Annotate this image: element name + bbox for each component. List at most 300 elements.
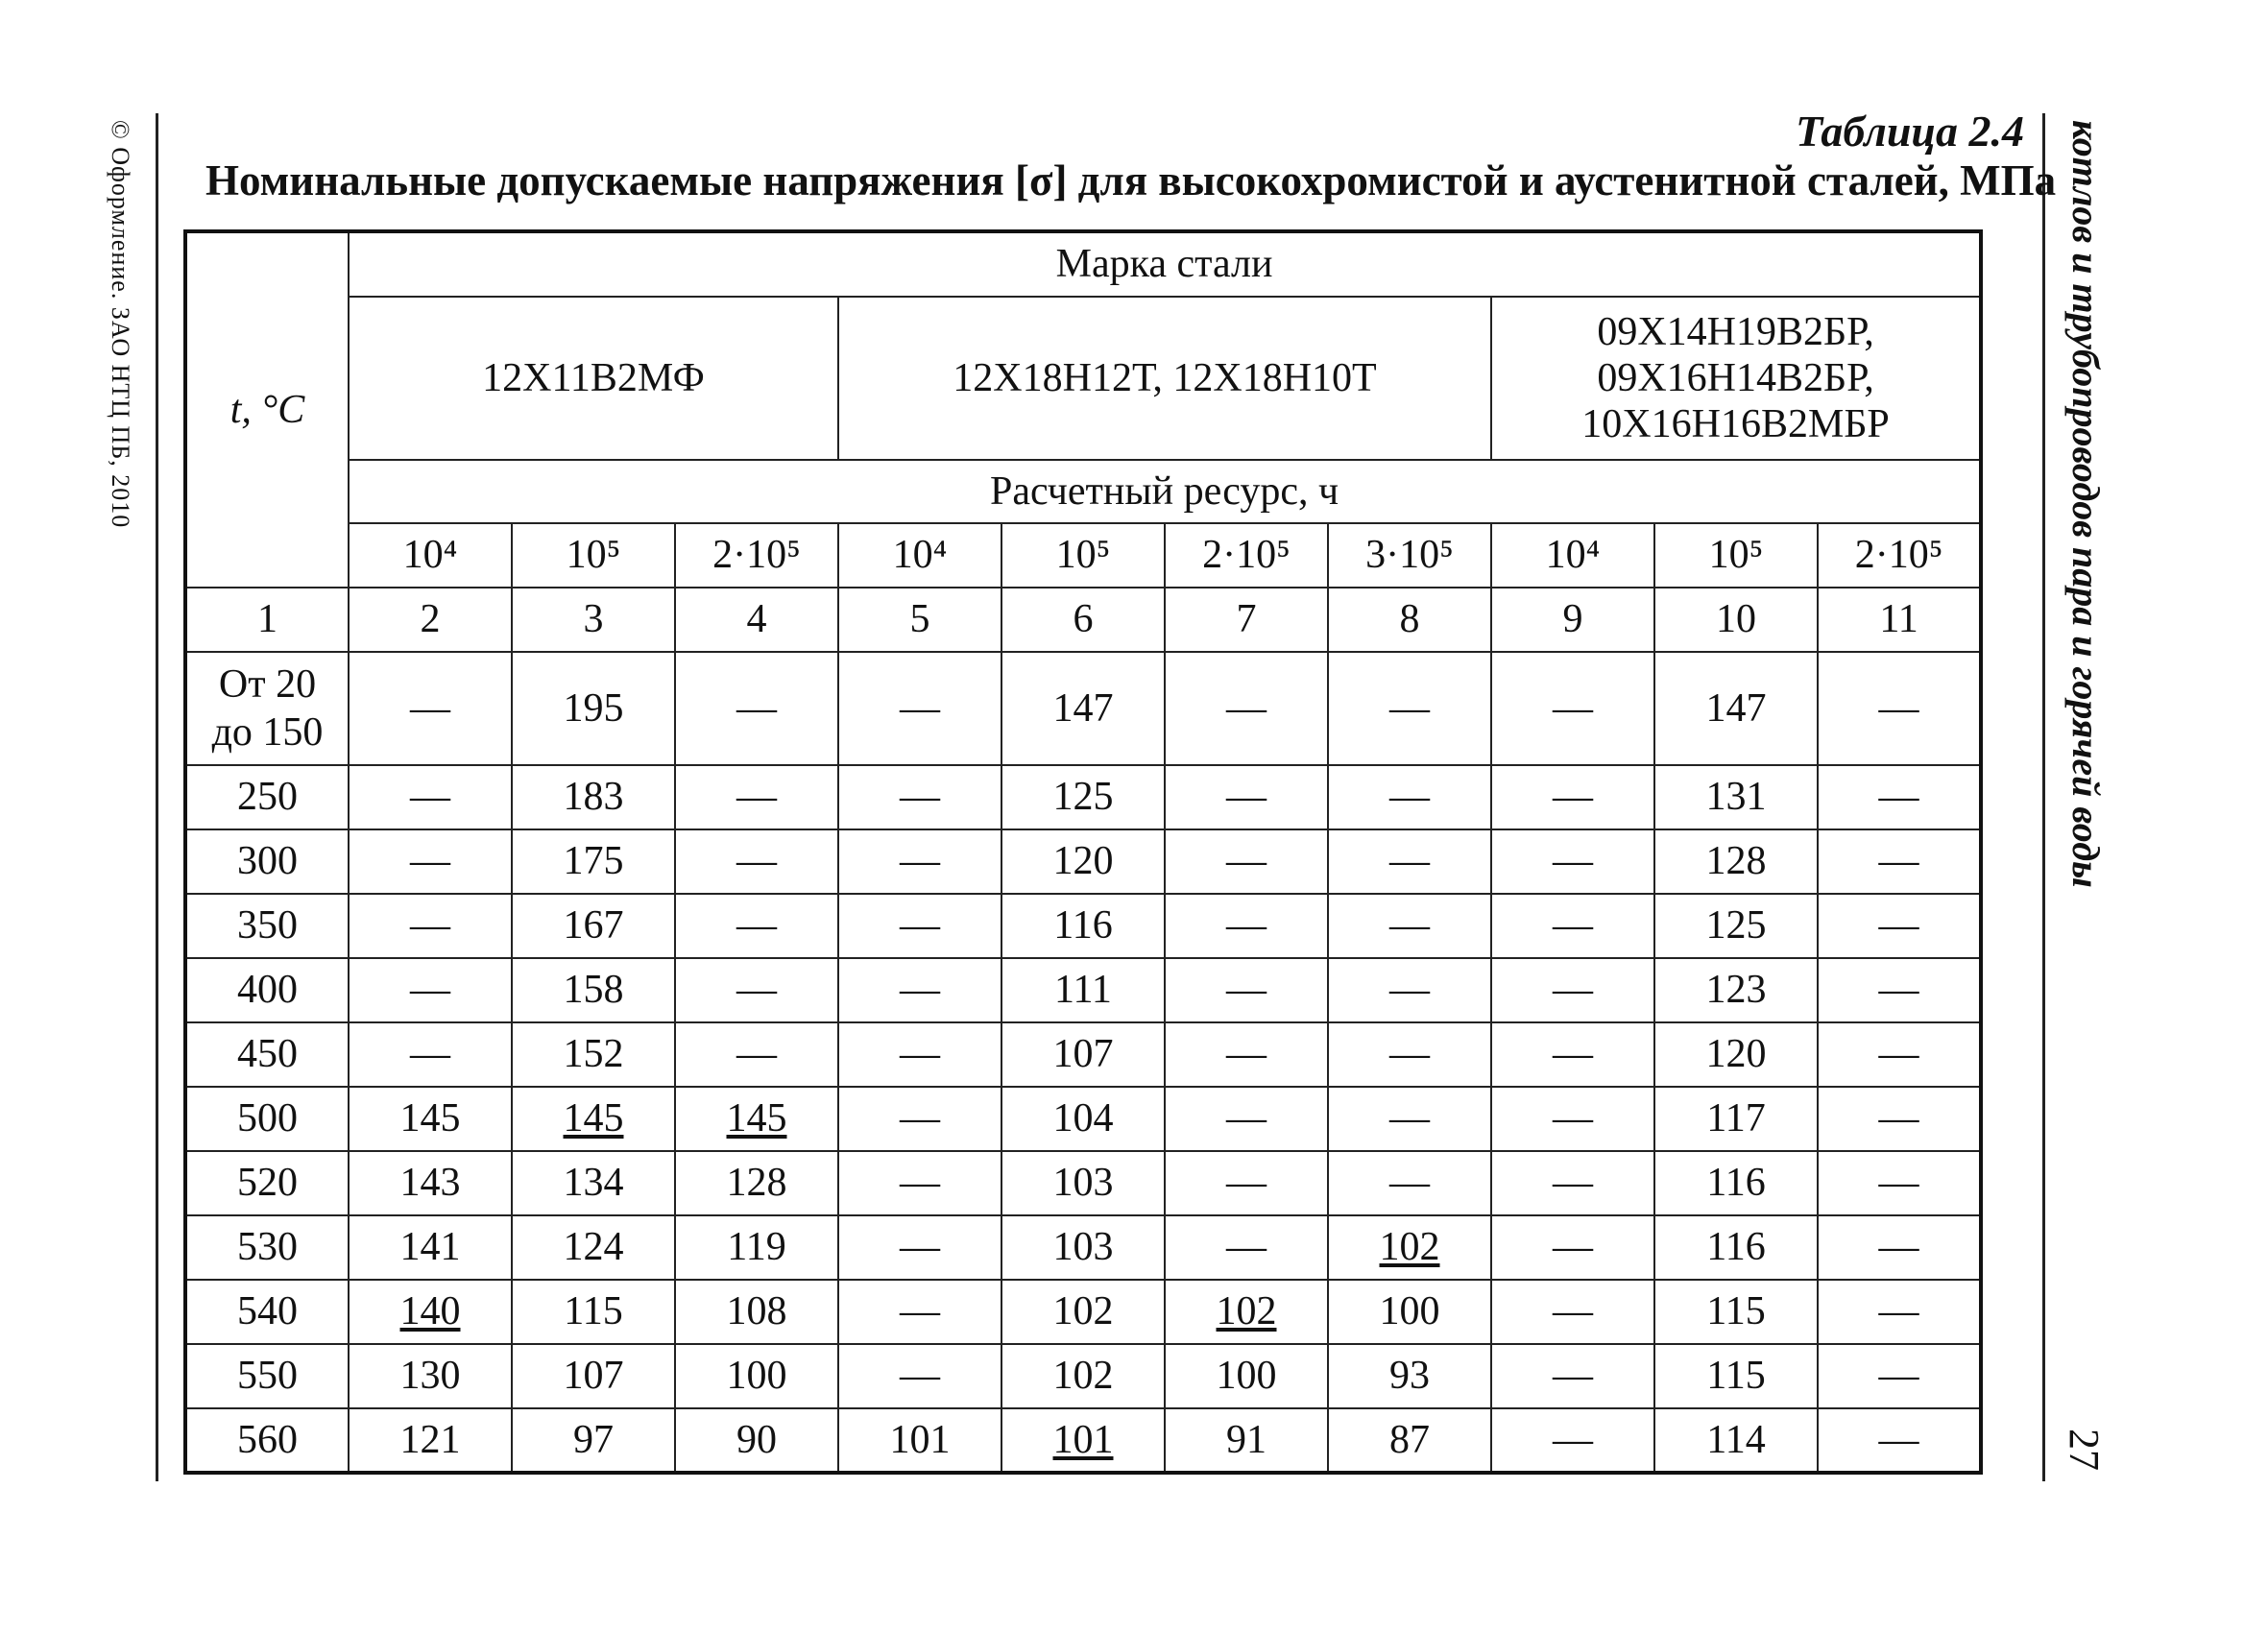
stress-value: 147 — [1052, 685, 1114, 731]
stress-value-cell — [1491, 1408, 1654, 1473]
table-row — [185, 1151, 1981, 1215]
stress-value-cell — [1654, 829, 1818, 894]
temperature-cell: 520 — [185, 1151, 349, 1215]
stress-value: 93 — [1389, 1354, 1430, 1399]
resource-hours-cell: 10⁵ — [512, 523, 675, 588]
stress-value-cell — [1328, 1280, 1491, 1344]
stress-value-cell — [1165, 958, 1328, 1022]
stress-value-cell — [1491, 1151, 1654, 1215]
resource-header: Расчетный ресурс, ч — [349, 460, 1981, 523]
stress-value: — — [900, 1289, 940, 1334]
stress-value: — — [1226, 968, 1267, 1013]
stress-value: — — [1553, 1032, 1593, 1077]
column-number-cell: 4 — [675, 588, 838, 652]
stress-value: — — [410, 839, 450, 884]
stress-value-cell — [349, 1408, 512, 1473]
stress-value-cell — [1328, 765, 1491, 829]
column-number-cell: 8 — [1328, 588, 1491, 652]
stress-value: — — [1389, 1161, 1430, 1206]
temperature-cell: 540 — [185, 1280, 349, 1344]
stress-value-cell — [512, 652, 675, 765]
stress-value-cell — [349, 1151, 512, 1215]
temperature-cell: 400 — [185, 958, 349, 1022]
stress-value: 111 — [1054, 968, 1112, 1013]
stress-value-cell — [675, 1151, 838, 1215]
stress-value: — — [1389, 685, 1430, 731]
steel-group-3-line: 09Х14Н19В2БР, — [1597, 309, 1874, 354]
stress-value: — — [900, 1225, 940, 1270]
stress-value-cell — [1328, 1215, 1491, 1280]
table-row — [185, 1280, 1981, 1344]
stress-value: — — [1553, 1096, 1593, 1141]
stress-value: — — [1553, 903, 1593, 949]
stress-value: 147 — [1705, 685, 1767, 731]
stress-value-cell — [1818, 958, 1981, 1022]
stress-value: — — [900, 1354, 940, 1399]
stress-value-cell — [675, 1087, 838, 1151]
stress-value-cell — [512, 1087, 675, 1151]
stress-value: 100 — [1379, 1289, 1440, 1334]
stress-value: — — [1553, 1225, 1593, 1270]
stress-value-cell — [349, 829, 512, 894]
stress-value-cell — [1491, 765, 1654, 829]
column-number-cell: 3 — [512, 588, 675, 652]
stress-value: 101 — [1052, 1417, 1114, 1462]
stress-value-cell — [1491, 958, 1654, 1022]
stress-value: — — [1389, 1032, 1430, 1077]
stress-value-cell — [838, 1022, 1001, 1087]
stress-value: 143 — [399, 1161, 461, 1206]
stress-value: — — [1226, 1096, 1267, 1141]
stress-value-cell — [512, 1151, 675, 1215]
stress-value: — — [1553, 1289, 1593, 1334]
stress-value-cell — [1165, 894, 1328, 958]
table-title: Номинальные допускаемые напряжения [σ] для высокохромистой и аустенитной сталей, МПа — [205, 156, 2057, 204]
column-number-cell: 5 — [838, 588, 1001, 652]
table-row — [185, 958, 1981, 1022]
temperature-cell: 300 — [185, 829, 349, 894]
stress-value: — — [1553, 968, 1593, 1013]
resource-hours-cell: 2·10⁵ — [1165, 523, 1328, 588]
stress-value-cell — [675, 1408, 838, 1473]
stress-value-cell — [1818, 1408, 1981, 1473]
stress-value: — — [1226, 775, 1267, 820]
stress-value: 91 — [1226, 1417, 1267, 1462]
stress-value-cell — [675, 1022, 838, 1087]
resource-hours-cell: 10⁴ — [1491, 523, 1654, 588]
stress-value-cell — [349, 1280, 512, 1344]
stress-value: 104 — [1052, 1096, 1114, 1141]
column-number-cell: 10 — [1654, 588, 1818, 652]
resource-hours-cell: 10⁵ — [1654, 523, 1818, 588]
stress-value: 145 — [726, 1096, 787, 1141]
stress-value: — — [1878, 1289, 1919, 1334]
stress-value-cell — [838, 894, 1001, 958]
stress-value: — — [1226, 839, 1267, 884]
temperature-cell: 450 — [185, 1022, 349, 1087]
stress-value: — — [1389, 839, 1430, 884]
stress-value-cell — [1001, 1151, 1165, 1215]
resource-hours-cell: 3·10⁵ — [1328, 523, 1491, 588]
stress-value-cell — [1165, 1151, 1328, 1215]
stress-value-cell — [1165, 1280, 1328, 1344]
stress-value-cell — [1818, 1215, 1981, 1280]
stress-value: — — [736, 1032, 777, 1077]
stress-value-cell — [1165, 1087, 1328, 1151]
stress-value: — — [736, 839, 777, 884]
stress-value-cell — [1328, 1087, 1491, 1151]
stress-value-cell — [512, 1022, 675, 1087]
stress-value-cell — [1165, 829, 1328, 894]
stress-value: — — [1878, 1161, 1919, 1206]
stress-value-cell — [1491, 1022, 1654, 1087]
stress-value: — — [1878, 1354, 1919, 1399]
running-header: котлов и трубопроводов пара и горячей воды — [2064, 120, 2108, 888]
stress-value-cell — [1818, 765, 1981, 829]
stress-value: 97 — [573, 1417, 614, 1462]
stress-value: — — [1878, 1032, 1919, 1077]
stress-value-cell — [1818, 1344, 1981, 1408]
stress-value: — — [1878, 775, 1919, 820]
stress-value: — — [410, 1032, 450, 1077]
stress-value: 103 — [1052, 1161, 1114, 1206]
steel-grade-header: Марка стали — [349, 231, 1981, 297]
stress-value-cell — [838, 765, 1001, 829]
stress-value: 100 — [726, 1354, 787, 1399]
stress-value-cell — [1328, 958, 1491, 1022]
stress-value-cell — [838, 958, 1001, 1022]
stress-value-cell — [838, 1408, 1001, 1473]
stress-value-cell — [349, 765, 512, 829]
stress-value: — — [900, 968, 940, 1013]
stress-value: — — [1553, 839, 1593, 884]
stress-value: — — [1226, 903, 1267, 949]
stress-value: 175 — [563, 839, 624, 884]
stress-value-cell — [349, 652, 512, 765]
stress-value-cell — [838, 652, 1001, 765]
stress-value-cell — [1001, 1344, 1165, 1408]
resource-hours-cell: 10⁴ — [349, 523, 512, 588]
stress-value-cell — [512, 765, 675, 829]
stress-value-cell — [1001, 1022, 1165, 1087]
stress-value: 116 — [1706, 1161, 1766, 1206]
stress-value-cell — [838, 1151, 1001, 1215]
stress-value-cell — [1491, 1280, 1654, 1344]
stress-value-cell — [1165, 1022, 1328, 1087]
stress-value-cell — [838, 1344, 1001, 1408]
column-number-cell: 7 — [1165, 588, 1328, 652]
stress-value-cell — [1001, 894, 1165, 958]
stress-value-cell — [1818, 1280, 1981, 1344]
stress-value-cell — [1001, 1087, 1165, 1151]
stress-value: 120 — [1052, 839, 1114, 884]
stress-value-cell — [838, 1280, 1001, 1344]
stress-value-cell — [675, 652, 838, 765]
stress-value: 128 — [1705, 839, 1767, 884]
stress-value: — — [900, 775, 940, 820]
stress-value-cell — [1654, 1087, 1818, 1151]
stress-value: — — [1389, 903, 1430, 949]
stress-value-cell — [1165, 765, 1328, 829]
table-row — [185, 1087, 1981, 1151]
stress-value: 158 — [563, 968, 624, 1013]
stress-value-cell — [675, 765, 838, 829]
stress-value: 100 — [1216, 1354, 1277, 1399]
stress-value: 102 — [1379, 1225, 1440, 1270]
table-row — [185, 1344, 1981, 1408]
stress-value-cell — [1328, 652, 1491, 765]
stress-value-cell — [675, 829, 838, 894]
stress-table — [183, 229, 1983, 1475]
stress-value: — — [900, 1096, 940, 1141]
stress-value: 131 — [1705, 775, 1767, 820]
stress-value-cell — [1818, 1151, 1981, 1215]
stress-value: — — [1226, 1225, 1267, 1270]
steel-group-2: 12Х18Н12Т, 12Х18Н10Т — [838, 297, 1491, 460]
stress-value: — — [1553, 1161, 1593, 1206]
stress-value-cell — [1654, 1215, 1818, 1280]
stress-value: 114 — [1706, 1417, 1766, 1462]
stress-value-cell — [1654, 765, 1818, 829]
stress-value-cell — [1001, 652, 1165, 765]
stress-value-cell — [1001, 829, 1165, 894]
stress-value-cell — [1165, 1215, 1328, 1280]
column-number-cell: 11 — [1818, 588, 1981, 652]
stress-value: 145 — [563, 1096, 624, 1141]
stress-value-cell — [512, 1280, 675, 1344]
stress-value: 140 — [399, 1289, 461, 1334]
stress-value: 119 — [727, 1225, 786, 1270]
stress-value: 87 — [1389, 1417, 1430, 1462]
temperature-cell: 560 — [185, 1408, 349, 1473]
stress-value: — — [900, 1032, 940, 1077]
stress-value: 145 — [399, 1096, 461, 1141]
right-margin-rule — [2042, 113, 2045, 1481]
table-row — [185, 1408, 1981, 1473]
stress-value: — — [1389, 775, 1430, 820]
stress-value-cell — [1491, 1344, 1654, 1408]
stress-value-cell — [675, 958, 838, 1022]
stress-value-cell — [1491, 1215, 1654, 1280]
stress-value: — — [1553, 775, 1593, 820]
stress-value: 141 — [399, 1225, 461, 1270]
stress-value-cell — [1328, 1344, 1491, 1408]
temperature-cell: От 20 до 150 — [185, 652, 349, 765]
stress-value: — — [1878, 1225, 1919, 1270]
stress-value-cell — [675, 1280, 838, 1344]
stress-value: — — [410, 968, 450, 1013]
stress-value-cell — [1654, 1151, 1818, 1215]
stress-value: 115 — [564, 1289, 623, 1334]
stress-value-cell — [838, 829, 1001, 894]
stress-value-cell — [1165, 652, 1328, 765]
stress-value: — — [1878, 839, 1919, 884]
stress-value: 124 — [563, 1225, 624, 1270]
steel-group-3-line: 10Х16Н16В2МБР — [1581, 402, 1890, 447]
stress-value: — — [1878, 903, 1919, 949]
temperature-cell: 350 — [185, 894, 349, 958]
column-number-cell: 2 — [349, 588, 512, 652]
stress-value: 103 — [1052, 1225, 1114, 1270]
stress-value-cell — [512, 894, 675, 958]
stress-value: — — [1878, 1096, 1919, 1141]
stress-value: — — [736, 968, 777, 1013]
table-row — [185, 829, 1981, 894]
stress-value-cell — [512, 1344, 675, 1408]
stress-value: — — [410, 775, 450, 820]
stress-value: — — [1389, 1096, 1430, 1141]
stress-value-cell — [1491, 1087, 1654, 1151]
table-number: Таблица 2.4 — [1795, 107, 2024, 156]
stress-value-cell — [1818, 894, 1981, 958]
stress-value-cell — [512, 829, 675, 894]
stress-value: — — [1389, 968, 1430, 1013]
stress-value-cell — [1654, 1022, 1818, 1087]
stress-value: 108 — [726, 1289, 787, 1334]
stress-value-cell — [512, 1215, 675, 1280]
table-row — [185, 1022, 1981, 1087]
temperature-cell: 550 — [185, 1344, 349, 1408]
stress-value-cell — [349, 1087, 512, 1151]
stress-value-cell — [349, 1215, 512, 1280]
stress-value-cell — [1491, 652, 1654, 765]
stress-value: 130 — [399, 1354, 461, 1399]
stress-value: 183 — [563, 775, 624, 820]
stress-value: 120 — [1705, 1032, 1767, 1077]
stress-value: 128 — [726, 1161, 787, 1206]
stress-value-cell — [1654, 1280, 1818, 1344]
stress-value: — — [736, 775, 777, 820]
stress-value-cell — [349, 1344, 512, 1408]
stress-value: 195 — [563, 685, 624, 731]
stress-value: — — [900, 1161, 940, 1206]
stress-value-cell — [1001, 1408, 1165, 1473]
stress-value-cell — [1818, 1087, 1981, 1151]
stress-value: 90 — [736, 1417, 777, 1462]
stress-value: 123 — [1705, 968, 1767, 1013]
stress-value: 167 — [563, 903, 624, 949]
column-number-cell: 1 — [185, 588, 349, 652]
stress-value-cell — [1001, 765, 1165, 829]
stress-value-cell — [1165, 1408, 1328, 1473]
resource-hours-cell: 10⁴ — [838, 523, 1001, 588]
column-number-cell: 6 — [1001, 588, 1165, 652]
stress-value-cell — [512, 1408, 675, 1473]
stress-value: — — [1878, 1417, 1919, 1462]
stress-value: — — [1553, 1417, 1593, 1462]
stress-value: — — [1553, 685, 1593, 731]
stress-value: 115 — [1706, 1354, 1766, 1399]
left-margin-rule — [156, 113, 158, 1481]
stress-value-cell — [1491, 894, 1654, 958]
stress-value-cell — [349, 958, 512, 1022]
stress-value: 134 — [563, 1161, 624, 1206]
stress-value: 116 — [1706, 1225, 1766, 1270]
resource-hours-cell: 2·10⁵ — [675, 523, 838, 588]
stress-value: 102 — [1052, 1289, 1114, 1334]
stress-value: 101 — [889, 1417, 951, 1462]
stress-value-cell — [1818, 829, 1981, 894]
steel-group-3 — [1491, 297, 1981, 460]
stress-value-cell — [1818, 652, 1981, 765]
stress-value: — — [1226, 1161, 1267, 1206]
stress-value-cell — [838, 1215, 1001, 1280]
stress-value-cell — [675, 1215, 838, 1280]
stress-value: 125 — [1705, 903, 1767, 949]
stress-value-cell — [1818, 1022, 1981, 1087]
stress-value: 152 — [563, 1032, 624, 1077]
stress-value-cell — [838, 1087, 1001, 1151]
stress-value: — — [410, 685, 450, 731]
stress-value-cell — [1491, 829, 1654, 894]
steel-group-3-line: 09Х16Н14В2БР, — [1597, 355, 1874, 400]
stress-value: — — [1226, 685, 1267, 731]
column-number-cell: 9 — [1491, 588, 1654, 652]
stress-value-cell — [1328, 1022, 1491, 1087]
steel-group-1: 12Х11В2МФ — [349, 297, 838, 460]
stress-value: — — [1878, 968, 1919, 1013]
stress-value-cell — [349, 1022, 512, 1087]
stress-value-cell — [675, 1344, 838, 1408]
stress-value-cell — [512, 958, 675, 1022]
copyright-note: © Оформление. ЗАО НТЦ ПБ, 2010 — [107, 120, 134, 529]
stress-value: 121 — [399, 1417, 461, 1462]
table-row — [185, 1215, 1981, 1280]
stress-value: — — [900, 685, 940, 731]
stress-value: — — [1226, 1032, 1267, 1077]
stress-value-cell — [1328, 894, 1491, 958]
temperature-header: t, °C — [185, 231, 349, 588]
stress-value: — — [410, 903, 450, 949]
stress-value: 102 — [1052, 1354, 1114, 1399]
resource-hours-cell: 10⁵ — [1001, 523, 1165, 588]
table-row — [185, 652, 1981, 765]
stress-value: 102 — [1216, 1289, 1277, 1334]
stress-value: 116 — [1053, 903, 1113, 949]
stress-value: 115 — [1706, 1289, 1766, 1334]
stress-value: — — [736, 685, 777, 731]
stress-value: — — [1553, 1354, 1593, 1399]
stress-value: 125 — [1052, 775, 1114, 820]
stress-value-cell — [1165, 1344, 1328, 1408]
table-row — [185, 765, 1981, 829]
resource-hours-cell: 2·10⁵ — [1818, 523, 1981, 588]
stress-value: — — [1878, 685, 1919, 731]
stress-value-cell — [349, 894, 512, 958]
stress-value-cell — [1001, 1215, 1165, 1280]
stress-value-cell — [1654, 958, 1818, 1022]
stress-value-cell — [1654, 652, 1818, 765]
stress-value-cell — [1328, 1151, 1491, 1215]
stress-value-cell — [675, 894, 838, 958]
stress-value-cell — [1001, 1280, 1165, 1344]
temperature-cell: 530 — [185, 1215, 349, 1280]
temperature-cell: 250 — [185, 765, 349, 829]
stress-value: 117 — [1706, 1096, 1766, 1141]
stress-value: 107 — [1052, 1032, 1114, 1077]
stress-value-cell — [1001, 958, 1165, 1022]
stress-value-cell — [1328, 1408, 1491, 1473]
page-number: 27 — [2061, 1429, 2108, 1471]
stress-value: — — [900, 839, 940, 884]
stress-value: 107 — [563, 1354, 624, 1399]
stress-value-cell — [1654, 1408, 1818, 1473]
stress-value: — — [900, 903, 940, 949]
stress-value-cell — [1654, 1344, 1818, 1408]
stress-value-cell — [1328, 829, 1491, 894]
table-row — [185, 894, 1981, 958]
stress-value-cell — [1654, 894, 1818, 958]
